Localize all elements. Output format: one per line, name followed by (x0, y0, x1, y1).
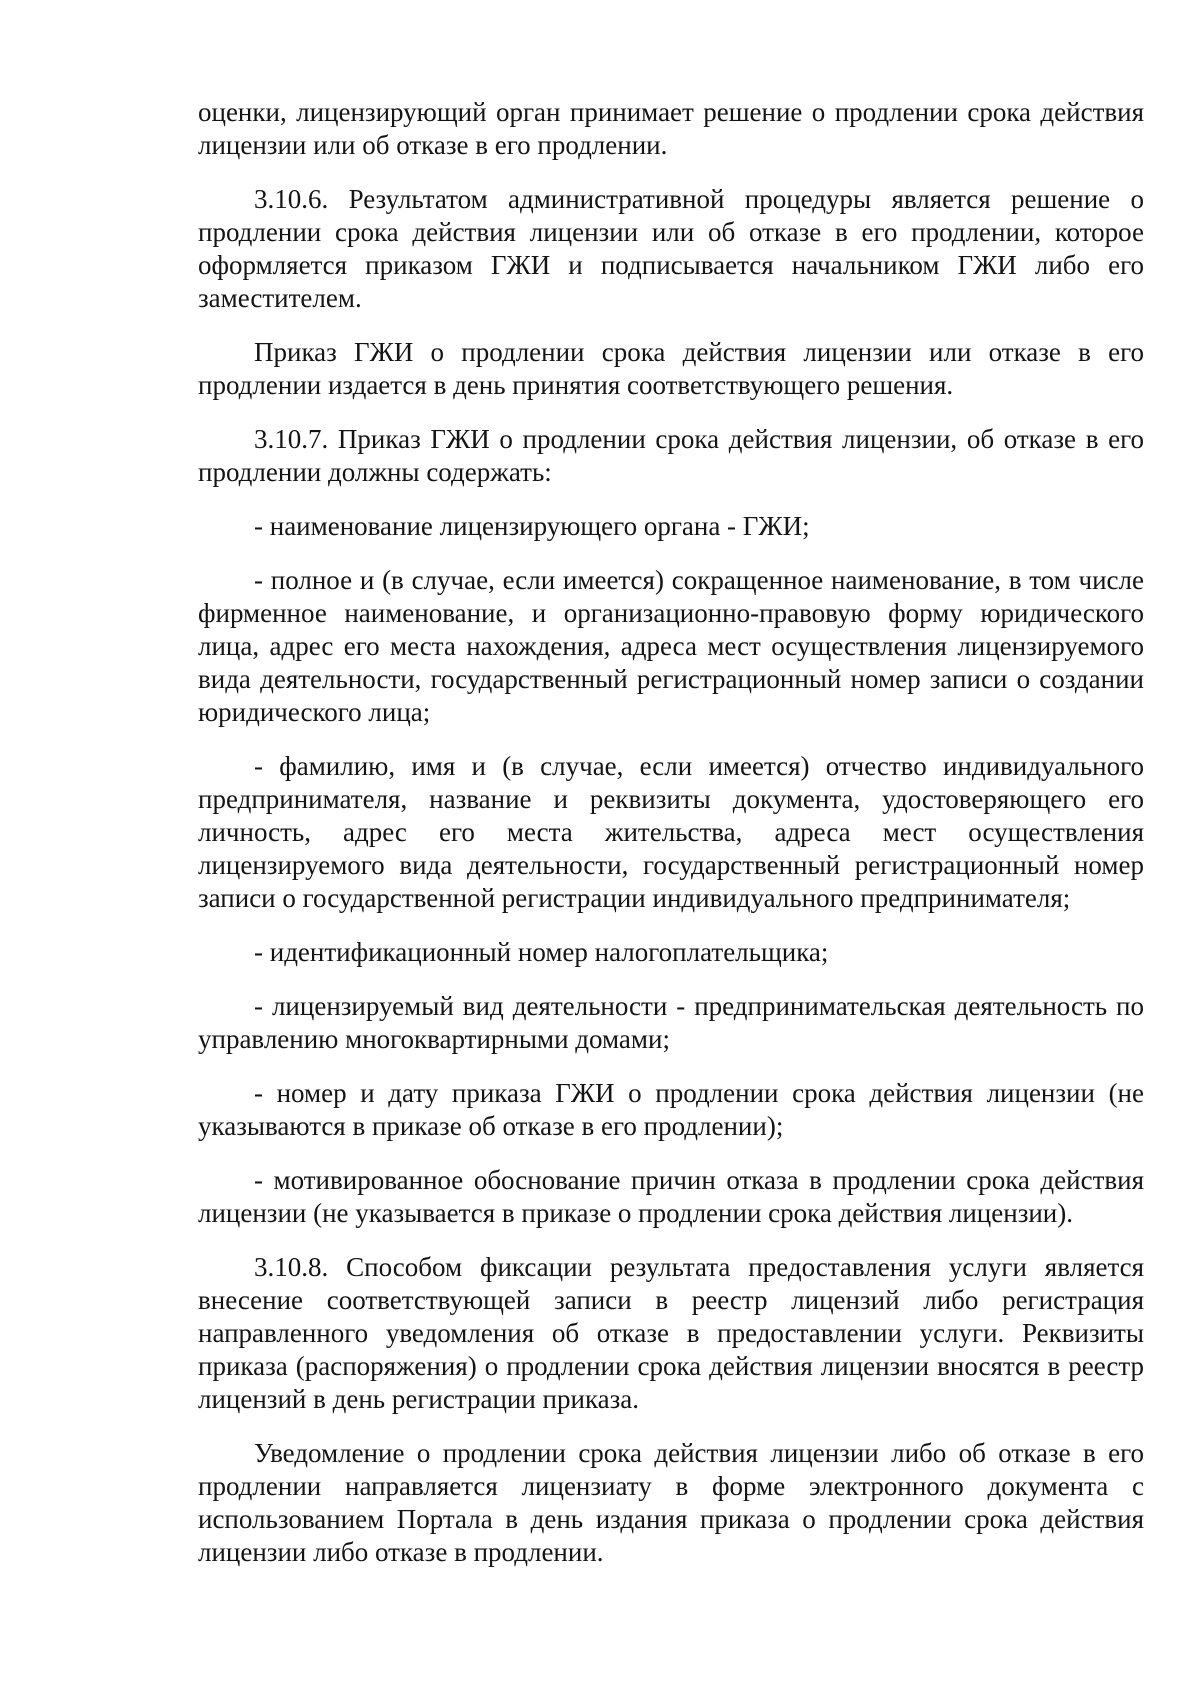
paragraph-continuation: оценки, лицензирующий орган принимает решение о продлении срока действия лицензии или об отказе в его продлении. (198, 97, 1144, 160)
list-item-licensed-activity: - лицензируемый вид деятельности - предпринимательская деятельность по управлению многоквартирными домами; (198, 991, 1144, 1054)
list-item-licensing-authority: - наименование лицензирующего органа - ГЖИ; (254, 511, 810, 541)
paragraph-3-10-8: 3.10.8. Способом фиксации результата предоставления услуги является внесение соответствующей записи в реестр лицензий либо регистрация направленного уведомления об отказе в предоставлении услуги. Реквизиты приказа (распоряжения) о продлении срока действия лицензии вносятся в реестр лицензий в день регистрации приказа. (198, 1252, 1144, 1414)
paragraph-3-10-6: 3.10.6. Результатом административной процедуры является решение о продлении срока действия лицензии или об отказе в его продлении, которое оформляется приказом ГЖИ и подписывается начальником ГЖИ либо его заместителем. (198, 184, 1144, 313)
list-item-taxpayer-number: - идентификационный номер налогоплательщика; (254, 937, 829, 967)
paragraph-order-issue-date: Приказ ГЖИ о продлении срока действия лицензии или отказе в его продлении издается в день принятия соответствующего решения. (198, 337, 1144, 400)
document-body (198, 96, 1144, 1569)
list-item-legal-entity: - полное и (в случае, если имеется) сокращенное наименование, в том числе фирменное наименование, и организационно-правовую форму юридического лица, адрес его места нахождения, адреса мест осуществления лицензируемого вида деятельности, государственный регистрационный номер записи о создании юридического лица; (198, 565, 1144, 727)
list-item-order-number-date: - номер и дату приказа ГЖИ о продлении срока действия лицензии (не указываются в приказе об отказе в его продлении); (198, 1078, 1144, 1141)
list-item-individual-entrepreneur: - фамилию, имя и (в случае, если имеется) отчество индивидуального предпринимателя, название и реквизиты документа, удостоверяющего его личность, адрес его места жительства, адреса мест осуществления лицензируемого вида деятельности, государственный регистрационный номер записи о государственной регистрации индивидуального предпринимателя; (198, 751, 1144, 913)
list-item-refusal-reasons: - мотивированное обоснование причин отказа в продлении срока действия лицензии (не указывается в приказе о продлении срока действия лицензии). (198, 1165, 1144, 1228)
paragraph-3-10-7: 3.10.7. Приказ ГЖИ о продлении срока действия лицензии, об отказе в его продлении должны содержать: (198, 424, 1144, 487)
paragraph-notification: Уведомление о продлении срока действия лицензии либо об отказе в его продлении направляется лицензиату в форме электронного документа с использованием Портала в день издания приказа о продлении срока действия лицензии либо отказе в продлении. (198, 1438, 1144, 1567)
